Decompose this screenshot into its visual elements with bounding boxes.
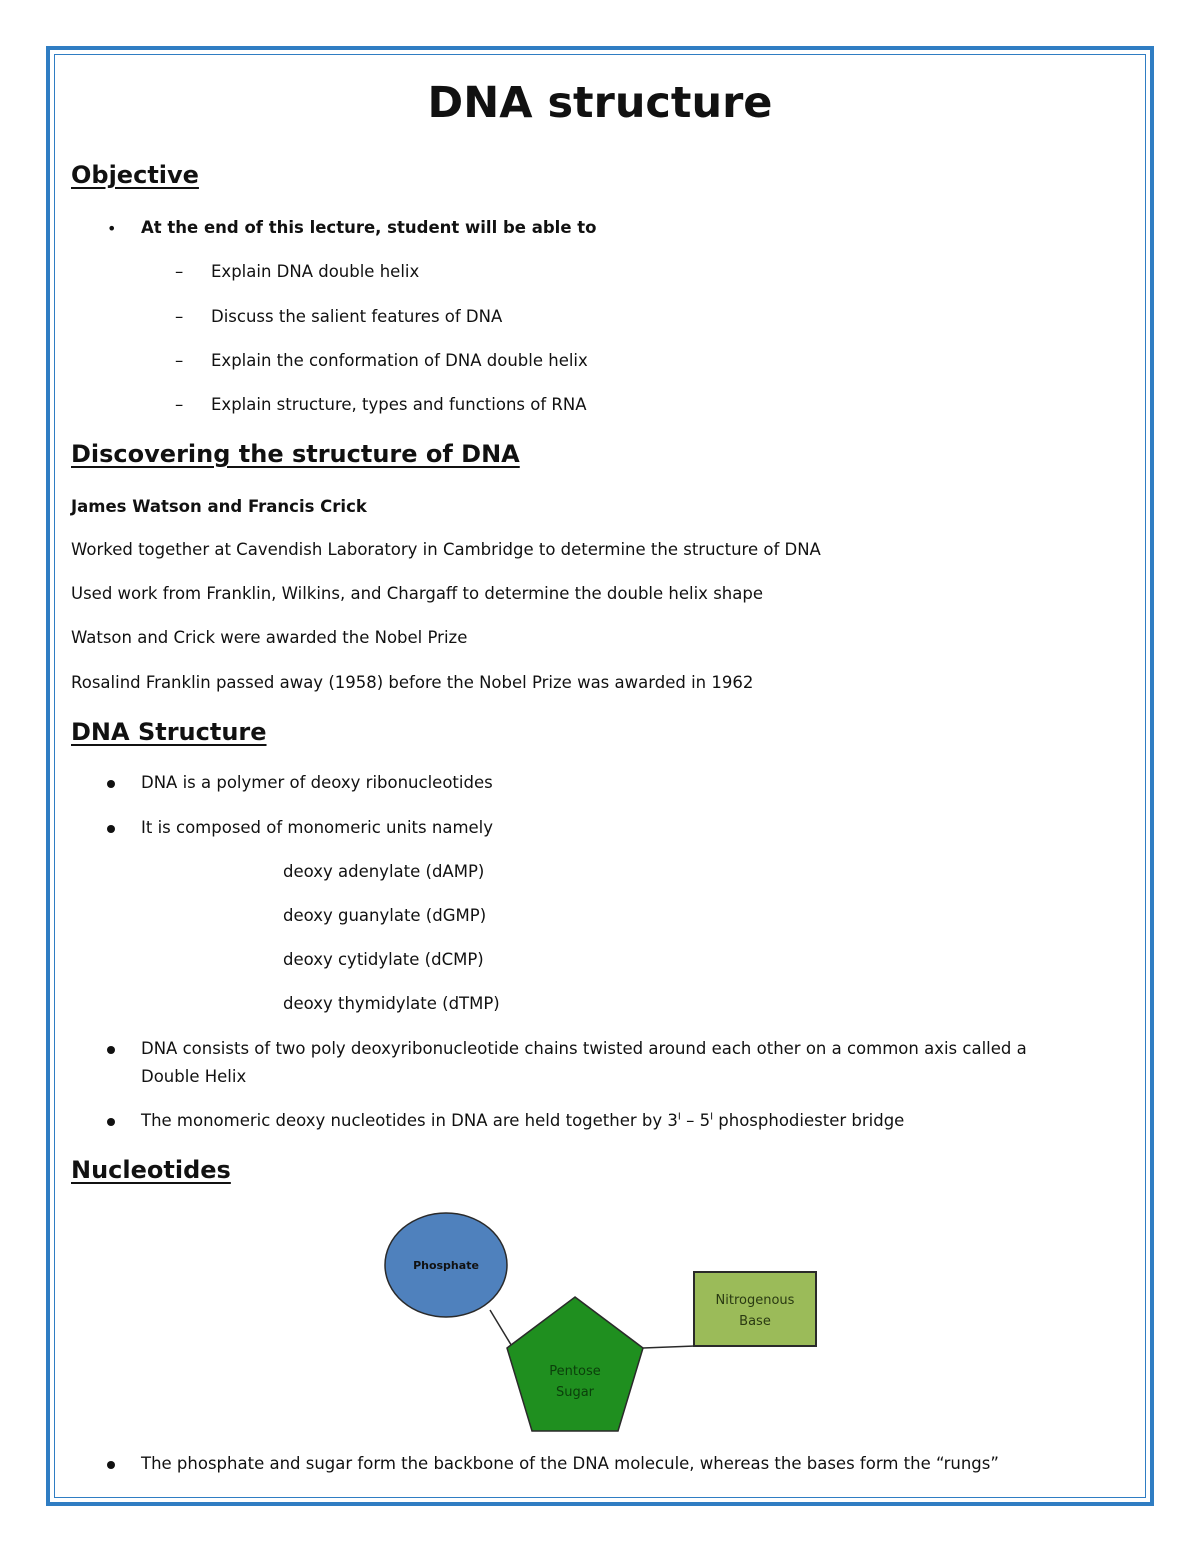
objective-item: Explain DNA double helix	[211, 262, 420, 281]
bullet-dot	[107, 1461, 115, 1469]
nitrogenous-base-box	[694, 1272, 816, 1346]
discovering-paragraph: Worked together at Cavendish Laboratory in Cambridge to determine the structure of DNA	[71, 540, 821, 559]
nucleotides-heading: Nucleotides	[71, 1156, 231, 1184]
page-title: DNA structure	[427, 78, 773, 128]
dna-structure-bullet: It is composed of monomeric units namely	[141, 818, 494, 837]
monomer-unit: deoxy adenylate (dAMP)	[283, 862, 485, 881]
monomer-unit: deoxy cytidylate (dCMP)	[283, 950, 484, 969]
text-segment: – 5	[680, 1111, 711, 1130]
phosphate-label: Phosphate	[413, 1259, 479, 1272]
discovering-subheading: James Watson and Francis Crick	[71, 497, 367, 516]
text-segment: The monomeric deoxy nucleotides in DNA are held together by 3	[141, 1111, 678, 1130]
discovering-paragraph: Watson and Crick were awarded the Nobel Prize	[71, 628, 468, 647]
discovering-heading: Discovering the structure of DNA	[71, 440, 520, 468]
dash-marker: –	[175, 351, 184, 370]
sugar-label-line2: Sugar	[555, 1385, 595, 1400]
base-label-line1: Nitrogenous	[715, 1293, 795, 1308]
bullet-dot	[107, 1046, 115, 1054]
objective-item: Discuss the salient features of DNA	[211, 307, 503, 326]
monomer-unit: deoxy guanylate (dGMP)	[283, 906, 487, 925]
nucleotides-bullet: The phosphate and sugar form the backbone of the DNA molecule, whereas the bases form the “rungs”	[141, 1454, 999, 1473]
dna-structure-bullet-line2: Double Helix	[141, 1067, 247, 1086]
sugar-label-line1: Pentose	[549, 1364, 601, 1379]
dna-structure-bullet: DNA is a polymer of deoxy ribonucleotides	[141, 773, 493, 792]
text-segment: phosphodiester bridge	[713, 1111, 905, 1130]
base-label-line2: Base	[739, 1314, 771, 1329]
objective-item: Explain structure, types and functions of RNA	[211, 395, 587, 414]
phosphate-sugar-bond	[490, 1310, 513, 1348]
sugar-base-bond	[643, 1346, 695, 1348]
dash-marker: –	[175, 395, 184, 414]
dash-marker: –	[175, 262, 184, 281]
monomer-unit: deoxy thymidylate (dTMP)	[283, 994, 500, 1013]
objective-heading: Objective	[71, 161, 199, 189]
nucleotide-diagram	[370, 1200, 840, 1440]
bullet-dot	[107, 780, 115, 788]
dna-structure-heading: DNA Structure	[71, 718, 267, 746]
bullet-dot	[107, 1118, 115, 1126]
discovering-paragraph: Rosalind Franklin passed away (1958) before the Nobel Prize was awarded in 1962	[71, 673, 754, 692]
bullet-dot	[107, 825, 115, 833]
superscript: I	[710, 1111, 714, 1123]
dna-structure-bullet-line1: DNA consists of two poly deoxyribonucleotide chains twisted around each other on a common axis called a	[141, 1039, 1027, 1058]
discovering-paragraph: Used work from Franklin, Wilkins, and Chargaff to determine the double helix shape	[71, 584, 763, 603]
dash-marker: –	[175, 307, 184, 326]
objective-lead: At the end of this lecture, student will be able to	[141, 218, 597, 237]
superscript: I	[677, 1111, 681, 1123]
dna-structure-bullet-phosphodiester	[141, 1111, 904, 1130]
bullet-small: •	[107, 219, 117, 238]
objective-item: Explain the conformation of DNA double helix	[211, 351, 588, 370]
